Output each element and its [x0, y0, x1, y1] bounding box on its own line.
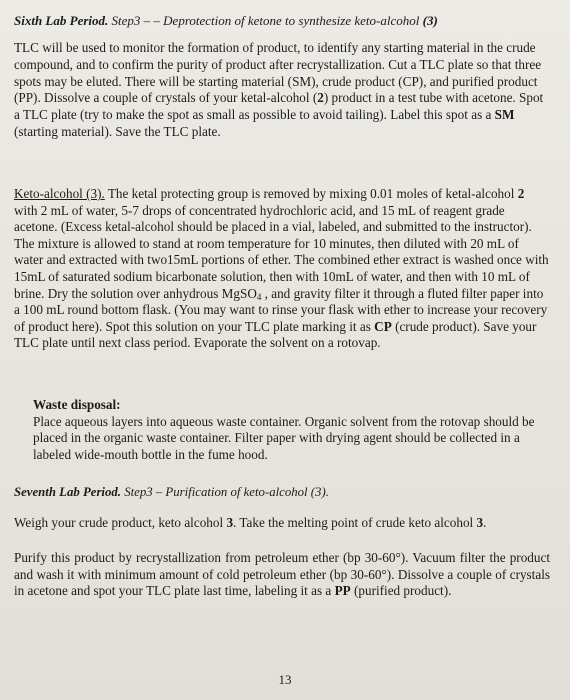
purify-text-1: Purify this product by recrystallization from petroleum ether (bp 30-60°). Vacuum filter the product and wash it with minimum amount of cold petroleum ether (bp 30-60°). Dissolve a couple of crystals in acetone and spot your TLC plate last time, labeling it as a	[14, 550, 550, 599]
waste-disposal-title: Waste disposal:	[33, 397, 121, 412]
keto-text-3: , and gravity filter it through a fluted filter paper into a 100 mL round bottom flask. (You may want to rinse your flask with ether to increase your recovery of product here). Spot this solution on your TLC plate marking it as	[14, 285, 548, 334]
section-title: Deprotection of ketone to synthesize keto-alcohol	[163, 13, 420, 28]
weigh-text-3: .	[483, 515, 487, 530]
compound-2-ref: 2	[317, 90, 324, 106]
weigh-text-2: . Take the melting point of crude keto alcohol	[233, 515, 477, 530]
keto-text-2: with 2 mL of water, 5-7 drops of concentrated hydrochloric acid, and 15 mL of reagent grade acetone. (Excess ketal-alcohol should be placed in a vial, labeled, and submitted to the instructor). The mixture is allowed to stand at room temperature for 10 minutes, then diluted with 20 mL of water and extracted with two15mL portions of ether. The combined ether extract is washed once with 15mL of saturated sodium bicarbonate solution, then with 10mL of water, and then with 10 mL of brine. Dry the solution over anhydrous MgSO	[14, 202, 549, 301]
compound-3-ref: 3	[226, 515, 234, 530]
tlc-text-3: (starting material). Save the TLC plate.	[14, 123, 221, 139]
page-number: 13	[278, 672, 292, 687]
seventh-lab-heading	[14, 484, 554, 501]
subscript-4: 4	[256, 291, 262, 302]
compound-number: (3)	[422, 13, 438, 28]
keto-text-1: The ketal protecting group is removed by mixing 0.01 moles of ketal-alcohol	[104, 186, 518, 201]
pp-label: PP	[334, 583, 351, 599]
keto-text-4: (crude product). Save your TLC plate until next class period. Evaporate the solvent on a rotovap.	[14, 318, 537, 351]
waste-disposal-text: Place aqueous layers into aqueous waste container. Organic solvent from the rotovap should be placed in the organic waste container. Filter paper with drying agent should be collected in a labeled wide-mouth bottle in the fume hood.	[33, 413, 535, 462]
keto-alcohol-title: Keto-alcohol (3).	[14, 186, 105, 201]
purify-text-2: (purified product).	[350, 583, 452, 599]
keto-alcohol-paragraph	[14, 186, 550, 352]
sixth-lab-heading	[14, 12, 554, 29]
section-title: Step3 – Purification of keto-alcohol (3).	[124, 485, 329, 499]
waste-disposal-section	[33, 397, 548, 463]
cp-label: CP	[374, 318, 392, 334]
tlc-paragraph	[14, 40, 550, 141]
compound-2-ref: 2	[517, 186, 525, 201]
purify-paragraph	[14, 550, 550, 600]
lab-period-label: Seventh Lab Period.	[14, 485, 121, 499]
weigh-paragraph	[14, 515, 554, 532]
tlc-text-2: ) product in a test tube with acetone. Spot a TLC plate (try to make the spot as small as possible to avoid tailing). Label this spot as a	[14, 90, 544, 123]
lab-period-label: Sixth Lab Period.	[14, 13, 109, 28]
compound-3-ref: 3	[476, 515, 484, 530]
tlc-text-1: TLC will be used to monitor the formation of product, to identify any starting material in the crude compound, and to confirm the purity of product after recrystallization. Cut a TLC plate so that three spots may be eluted. There will be starting material (SM), crude product (CP), and purified product (PP). Dissolve a couple of crystals of your ketal-alcohol (	[14, 40, 542, 106]
step-label: Step3 – –	[111, 13, 160, 28]
sm-label: SM	[494, 107, 515, 123]
weigh-text-1: Weigh your crude product, keto alcohol	[14, 515, 227, 530]
